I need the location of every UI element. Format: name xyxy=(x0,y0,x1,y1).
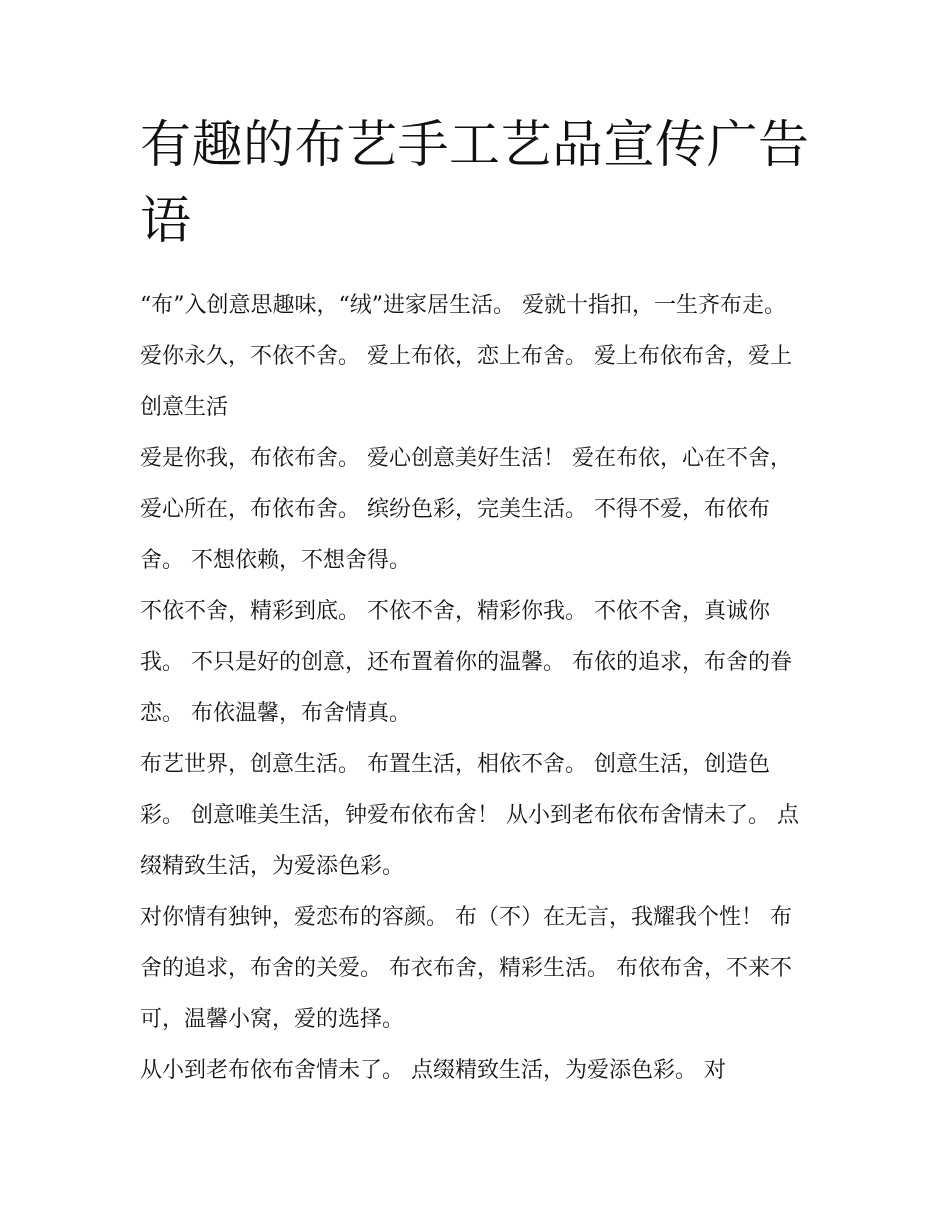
paragraph: 从小到老布依布舍情未了。 点缀精致生活，为爱添色彩。 对 xyxy=(140,1058,726,1083)
paragraph: 对你情有独钟，爱恋布的容颜。 布（不）在无言，我耀我个性！ 布舍的追求，布舍的关爱。 布衣布舍，精彩生活。 布依布舍，不来不可，温馨小窝，爱的选择。 xyxy=(140,905,792,1032)
paragraph: 爱是你我，布依布舍。 爱心创意美好生活！ 爱在布依，心在不舍，爱心所在，布依布舍。 缤纷色彩，完美生活。 不得不爱，布依布舍。 不想依赖，不想舍得。 xyxy=(140,446,792,573)
paragraph: 布艺世界，创意生活。 布置生活，相依不舍。 创意生活，创造色彩。 创意唯美生活，钟爱布依布舍！ 从小到老布依布舍情未了。 点缀精致生活，为爱添色彩。 xyxy=(140,752,799,879)
document-body xyxy=(140,280,812,1096)
paragraph: 不依不舍，精彩到底。 不依不舍，精彩你我。 不依不舍，真诚你我。 不只是好的创意，还布置着你的温馨。 布依的追求，布舍的眷恋。 布依温馨，布舍情真。 xyxy=(140,599,792,726)
document-page xyxy=(140,108,812,1096)
document-title: 有趣的布艺手工艺品宣传广告语 xyxy=(140,116,810,251)
paragraph: “布”入创意思趣味，“绒”进家居生活。 爱就十指扣，一生齐布走。 爱你永久，不依不舍。 爱上布依，恋上布舍。 爱上布依布舍，爱上创意生活 xyxy=(140,293,792,420)
